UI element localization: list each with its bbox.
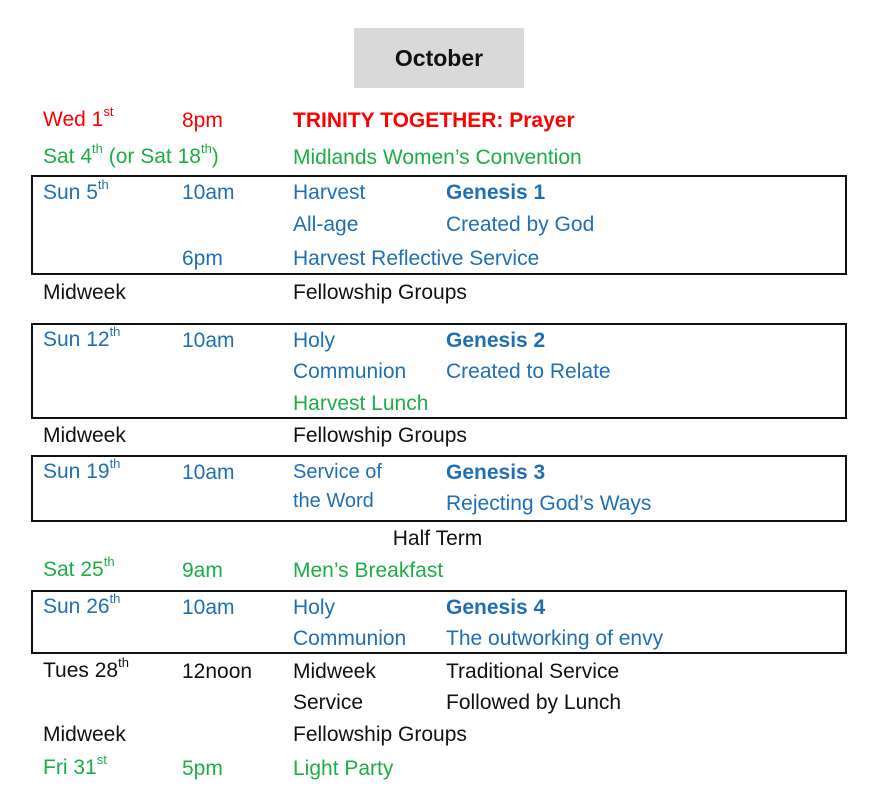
mid2-event: Fellowship Groups — [293, 424, 467, 447]
sun12-day: Sun 12th — [43, 324, 121, 351]
sun12-box — [31, 323, 847, 419]
half-term-label: Half Term — [392, 527, 483, 550]
tues28-detail-a: Traditional Service — [446, 660, 620, 683]
sun19-day: Sun 19th — [43, 456, 121, 483]
tues28-event-a: Midweek — [293, 660, 376, 683]
sun5-time2: 6pm — [182, 247, 223, 270]
mid1-day: Midweek — [43, 281, 126, 304]
sun19-theme: Rejecting God’s Ways — [446, 492, 652, 515]
sun26-time: 10am — [182, 596, 235, 619]
sun12-event-b: Communion — [293, 360, 407, 383]
sun26-series: Genesis 4 — [446, 596, 546, 619]
wed1-day: Wed 1st — [43, 104, 114, 131]
sun5-series: Genesis 1 — [446, 181, 546, 204]
mid3-event: Fellowship Groups — [293, 723, 467, 746]
mid3-day: Midweek — [43, 723, 126, 746]
sat4-day: Sat 4th (or Sat 18th) — [43, 141, 219, 168]
sat25-time: 9am — [182, 559, 223, 582]
mid1-event: Fellowship Groups — [293, 281, 467, 304]
sun5-event-a: Harvest — [293, 181, 366, 204]
sun19-time: 10am — [182, 461, 235, 484]
wed1-event: TRINITY TOGETHER: Prayer — [293, 109, 575, 132]
sun19-series: Genesis 3 — [446, 461, 546, 484]
sun12-time: 10am — [182, 329, 235, 352]
sun26-theme: The outworking of envy — [446, 627, 664, 650]
sun12-series: Genesis 2 — [446, 329, 546, 352]
sun26-event-b: Communion — [293, 627, 407, 650]
sun5-time: 10am — [182, 181, 235, 204]
sat25-day: Sat 25th — [43, 554, 115, 581]
sun12-event-c: Harvest Lunch — [293, 392, 429, 415]
tues28-detail-b: Followed by Lunch — [446, 691, 622, 714]
tues28-time: 12noon — [182, 660, 253, 683]
month-title: October — [354, 28, 524, 88]
sun26-day: Sun 26th — [43, 591, 121, 618]
sun12-theme: Created to Relate — [446, 360, 611, 383]
sat25-event: Men’s Breakfast — [293, 559, 444, 582]
sun19-box — [31, 455, 847, 522]
sun19-event-b: the Word — [293, 490, 374, 512]
fri31-event: Light Party — [293, 757, 394, 780]
sun5-event2: Harvest Reflective Service — [293, 247, 540, 270]
sat4-event: Midlands Women’s Convention — [293, 146, 582, 169]
mid2-day: Midweek — [43, 424, 126, 447]
sun26-box — [31, 590, 847, 654]
sun12-event-a: Holy — [293, 329, 336, 352]
wed1-time: 8pm — [182, 109, 223, 132]
tues28-day: Tues 28th — [43, 655, 129, 682]
sun5-event-b: All-age — [293, 213, 359, 236]
tues28-event-b: Service — [293, 691, 364, 714]
fri31-time: 5pm — [182, 757, 223, 780]
sun5-theme: Created by God — [446, 213, 595, 236]
sun5-day: Sun 5th — [43, 177, 109, 204]
sun19-event-a: Service of — [293, 461, 382, 483]
sun26-event-a: Holy — [293, 596, 336, 619]
fri31-day: Fri 31st — [43, 752, 107, 779]
